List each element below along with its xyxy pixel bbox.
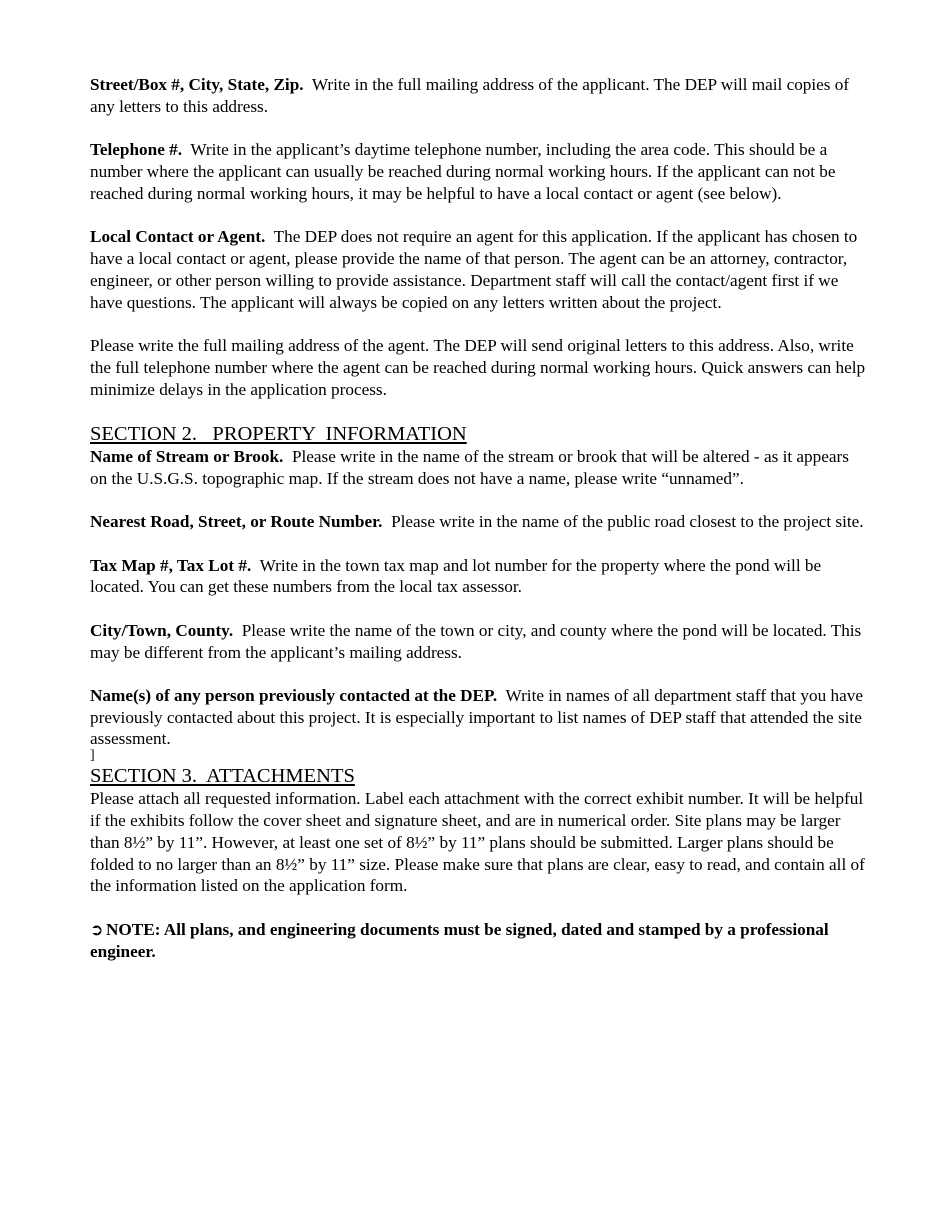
stray-bracket: ] (90, 748, 95, 764)
stream-paragraph (90, 446, 866, 490)
document-page (90, 74, 866, 984)
right-arrow-icon: ➲ (90, 919, 104, 939)
road-paragraph (90, 511, 866, 533)
contacts-paragraph (90, 685, 866, 750)
contacts-term: Name(s) of any person previously contacted at the DEP. (90, 685, 498, 705)
agent-paragraph (90, 226, 866, 313)
town-term: City/Town, County. (90, 620, 234, 640)
tax-text: Write in the town tax map and lot number for the property where the pond will be located. You can get these numbers from the local tax assessor. (90, 555, 822, 597)
town-text: Please write the name of the town or city, and county where the pond will be located. This may be different from the applicant’s mailing address. (90, 620, 862, 662)
attachments-paragraph: Please attach all requested information. Label each attachment with the correct exhibit number. It will be helpful if the exhibits follow the cover sheet and signature sheet, and are in numerical order. Site plans may be larger than 8½” by 11”. However, at least one set of 8½” by 11” plans should be submitted. Larger plans should be folded to no larger than an 8½” by 11” size. Please make sure that plans are clear, easy to read, and contain all of the information listed on the application form. (90, 789, 865, 896)
telephone-term: Telephone #. (90, 140, 183, 160)
address-paragraph (90, 74, 866, 118)
agent-term: Local Contact or Agent. (90, 227, 266, 247)
telephone-text: Write in the applicant’s daytime telephone number, including the area code. This should be a number where the applicant can usually be reached during normal working hours. If the applicant can not be reached during normal working hours, it may be helpful to have a local contact or agent (see below). (90, 140, 836, 203)
tax-paragraph (90, 555, 866, 599)
stream-text: Please write in the name of the stream or brook that will be altered - as it appears on the U.S.G.S. topographic map. If the stream does not have a name, please write “unnamed”. (90, 446, 849, 488)
stream-term: Name of Stream or Brook. (90, 446, 284, 466)
address-term: Street/Box #, City, State, Zip. (90, 75, 304, 94)
road-term: Nearest Road, Street, or Route Number. (90, 512, 383, 532)
agent-address-paragraph: Please write the full mailing address of the agent. The DEP will send original letters to this address. Also, write the full telephone number where the agent can be reached during normal working hours. Quick answers can help minimize delays in the application process. (90, 335, 866, 399)
address-text: Write in the full mailing address of the applicant. The DEP will mail copies of any letters to this address. (90, 75, 850, 116)
section-3-heading: SECTION 3. ATTACHMENTS (90, 765, 355, 788)
contacts-text: Write in names of all department staff that you have previously contacted about this project. It is especially important to list names of DEP staff that attended the site assessment. (90, 685, 863, 749)
agent-text: The DEP does not require an agent for this application. If the applicant has chosen to have a local contact or agent, please provide the name of that person. The agent can be an attorney, contractor, engineer, or other person willing to provide assistance. Department staff will call the contact/agent first if we have questions. The applicant will always be copied on any letters written about the project. (90, 227, 858, 312)
town-paragraph (90, 620, 866, 664)
tax-term: Tax Map #, Tax Lot #. (90, 555, 252, 575)
note-text: NOTE: All plans, and engineering documents must be signed, dated and stamped by a professional engineer. (90, 919, 829, 961)
note-paragraph (90, 919, 866, 963)
telephone-paragraph (90, 139, 866, 204)
road-text: Please write in the name of the public road closest to the project site. (391, 512, 864, 532)
section-2-heading: SECTION 2. PROPERTY INFORMATION (90, 422, 467, 445)
